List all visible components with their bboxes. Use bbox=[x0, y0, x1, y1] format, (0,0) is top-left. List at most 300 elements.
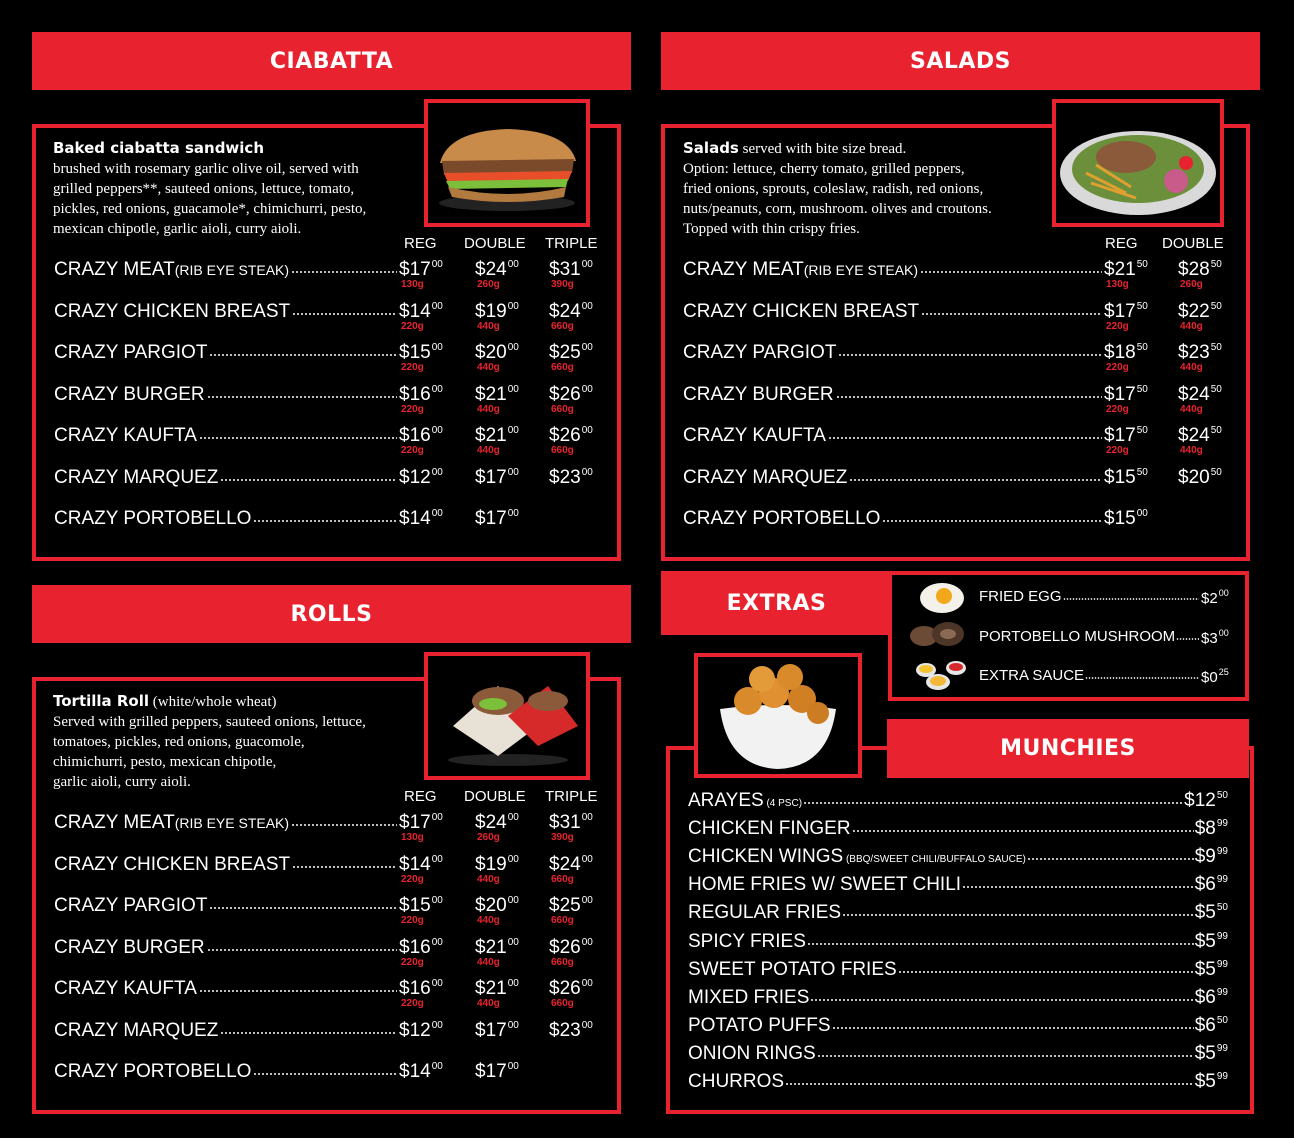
dot-leader bbox=[849, 479, 1102, 481]
ciabatta-col-reg: REG bbox=[404, 235, 437, 252]
price-cents: 25 bbox=[1218, 667, 1229, 677]
price-dollars: $16 bbox=[399, 936, 431, 958]
extras-item-row bbox=[979, 663, 1234, 693]
price-dollars: $25 bbox=[549, 342, 581, 363]
portion-weight: 660g bbox=[551, 998, 574, 1009]
ciabatta-item-name-text: CRAZY PARGIOT bbox=[54, 342, 208, 363]
price-dollars: $20 bbox=[1178, 466, 1210, 488]
price-cents: 00 bbox=[581, 425, 593, 436]
price-cents: 00 bbox=[507, 812, 519, 823]
ciabatta-price-2 bbox=[549, 259, 593, 290]
price-cents: 99 bbox=[1216, 1071, 1228, 1082]
price-dollars: $21 bbox=[475, 425, 507, 446]
price-amount bbox=[475, 1061, 519, 1082]
price-dollars: $20 bbox=[475, 895, 507, 916]
ciabatta-item-row bbox=[54, 259, 609, 293]
rolls-item-name bbox=[54, 854, 290, 876]
ciabatta-price-1 bbox=[475, 425, 519, 456]
price-dollars: $12 bbox=[399, 1019, 431, 1041]
portion-weight: 440g bbox=[1180, 362, 1203, 373]
price-dollars: $12 bbox=[1184, 790, 1216, 811]
price-amount bbox=[399, 812, 443, 833]
portion-weight: 220g bbox=[401, 362, 424, 373]
portion-weight: 220g bbox=[1106, 445, 1129, 456]
price-cents: 00 bbox=[507, 466, 519, 478]
rolls-price-0 bbox=[399, 853, 443, 885]
price-cents: 00 bbox=[431, 259, 443, 270]
price-dollars: $24 bbox=[549, 300, 581, 322]
price-amount bbox=[475, 854, 519, 875]
price-cents: 50 bbox=[1216, 1014, 1228, 1026]
rolls-item-name-text: CRAZY PARGIOT bbox=[54, 895, 208, 916]
rolls-price-1 bbox=[475, 936, 519, 968]
munchies-item-row bbox=[688, 931, 1228, 959]
price-dollars: $14 bbox=[399, 508, 431, 529]
ciabatta-col-double: DOUBLE bbox=[464, 235, 526, 252]
price-cents: 99 bbox=[1216, 930, 1228, 942]
rolls-item-name-text: CRAZY MARQUEZ bbox=[54, 1019, 219, 1041]
salads-item-name bbox=[683, 301, 919, 323]
munchies-header: MUNCHIES bbox=[887, 719, 1249, 778]
salads-item-name bbox=[683, 467, 847, 489]
ciabatta-item-row bbox=[54, 467, 609, 501]
sauce-icon bbox=[912, 656, 972, 699]
rolls-col-reg: REG bbox=[404, 788, 437, 805]
price-cents: 00 bbox=[507, 1019, 519, 1031]
ciabatta-item-name-text: CRAZY KAUFTA bbox=[54, 425, 197, 446]
ciabatta-price-0 bbox=[399, 467, 443, 489]
price-amount bbox=[549, 937, 593, 958]
price-amount bbox=[399, 425, 443, 446]
price-dollars: $15 bbox=[1104, 508, 1136, 529]
salads-price-1 bbox=[1178, 425, 1222, 456]
portion-weight: 440g bbox=[1180, 320, 1203, 332]
dot-leader bbox=[842, 914, 1194, 916]
ciabatta-item-name bbox=[54, 508, 251, 530]
salads-description: Salads served with bite size bread. Option: lettuce, cherry tomato, grilled peppers, fried onions, sprouts, coleslaw, radish, red onions, nuts/peanuts, corn, mushroom. olives and croutons. Topped with thin crispy fries. bbox=[683, 139, 992, 237]
price-dollars: $17 bbox=[475, 466, 507, 488]
price-amount bbox=[549, 812, 593, 833]
salads-item-row bbox=[683, 425, 1238, 459]
munchies-item-price bbox=[1195, 1015, 1228, 1037]
price-dollars: $21 bbox=[475, 936, 507, 958]
dot-leader bbox=[1176, 638, 1199, 640]
price-amount bbox=[549, 467, 593, 488]
ciabatta-price-1 bbox=[475, 467, 519, 489]
dot-leader bbox=[209, 907, 397, 909]
ciabatta-item-row bbox=[54, 342, 609, 376]
price-amount bbox=[1178, 425, 1222, 446]
price-cents: 00 bbox=[581, 812, 593, 823]
price-dollars: $16 bbox=[399, 978, 431, 999]
price-dollars: $16 bbox=[399, 383, 431, 405]
rolls-price-2 bbox=[549, 936, 593, 968]
portion-weight: 130g bbox=[401, 279, 424, 290]
salads-item-name bbox=[683, 384, 834, 406]
price-cents: 00 bbox=[431, 300, 443, 312]
munchies-item-name bbox=[688, 931, 806, 953]
price-amount bbox=[1104, 508, 1148, 529]
portion-weight: 660g bbox=[551, 956, 574, 968]
price-dollars: $21 bbox=[475, 383, 507, 405]
munchies-item-name bbox=[688, 874, 961, 896]
price-cents: 99 bbox=[1216, 874, 1228, 886]
ciabatta-item-name-text: CRAZY MEAT bbox=[54, 259, 175, 280]
dot-leader bbox=[292, 866, 397, 868]
dot-leader bbox=[1027, 858, 1194, 860]
portion-weight: 660g bbox=[551, 320, 574, 332]
price-cents: 50 bbox=[1216, 790, 1228, 801]
tortilla-roll-image bbox=[424, 652, 590, 780]
portion-weight: 440g bbox=[477, 362, 500, 373]
ciabatta-price-0 bbox=[399, 342, 443, 373]
munchies-item-name bbox=[688, 1043, 816, 1065]
price-dollars: $22 bbox=[1178, 300, 1210, 322]
ciabatta-price-2 bbox=[549, 467, 593, 489]
price-amount bbox=[399, 342, 443, 363]
munchies-item-name-text: CHURROS bbox=[688, 1071, 785, 1092]
salads-price-0 bbox=[1104, 467, 1148, 489]
price-amount bbox=[475, 384, 519, 405]
portion-weight: 390g bbox=[551, 279, 574, 290]
price-dollars: $24 bbox=[475, 259, 507, 280]
rolls-item-name bbox=[54, 895, 207, 917]
ciabatta-price-0 bbox=[399, 300, 443, 332]
price-dollars: $31 bbox=[549, 812, 581, 833]
price-amount bbox=[1104, 384, 1148, 405]
rolls-item-row bbox=[54, 937, 609, 971]
dot-leader bbox=[209, 354, 397, 356]
price-amount bbox=[475, 978, 519, 999]
price-cents: 00 bbox=[581, 1019, 593, 1031]
portion-weight: 220g bbox=[401, 445, 424, 456]
portion-weight: 660g bbox=[551, 445, 574, 456]
munchies-item-name bbox=[688, 846, 1026, 868]
price-dollars: $17 bbox=[475, 508, 507, 529]
price-cents: 00 bbox=[431, 812, 443, 823]
price-dollars: $0 bbox=[1201, 669, 1218, 686]
price-dollars: $14 bbox=[399, 853, 431, 875]
munchies-item-row bbox=[688, 1015, 1228, 1043]
munchies-item-name-text: SWEET POTATO FRIES bbox=[688, 958, 897, 980]
dot-leader bbox=[199, 990, 397, 992]
price-cents: 00 bbox=[431, 1019, 443, 1031]
munchies-item-name-text: CHICKEN FINGER bbox=[688, 818, 851, 840]
price-cents: 00 bbox=[581, 895, 593, 906]
price-dollars: $2 bbox=[1201, 590, 1218, 607]
dot-leader bbox=[817, 1055, 1194, 1057]
extras-item-name: PORTOBELLO MUSHROOM bbox=[979, 627, 1176, 645]
ciabatta-item-name bbox=[54, 425, 197, 447]
salads-price-0 bbox=[1104, 425, 1148, 456]
price-dollars: $26 bbox=[549, 425, 581, 446]
price-cents: 50 bbox=[1136, 383, 1148, 395]
salads-item-row bbox=[683, 342, 1238, 376]
salads-col-double: DOUBLE bbox=[1162, 235, 1224, 252]
salads-item-row bbox=[683, 384, 1238, 418]
price-cents: 00 bbox=[507, 342, 519, 353]
price-dollars: $15 bbox=[399, 895, 431, 916]
munchies-item-name-text: CHICKEN WINGS bbox=[688, 846, 844, 868]
munchies-item-price bbox=[1195, 931, 1228, 953]
price-cents: 50 bbox=[1136, 466, 1148, 478]
munchies-item-name-text: POTATO PUFFS bbox=[688, 1014, 831, 1036]
portion-weight: 130g bbox=[1106, 279, 1129, 290]
rolls-price-0 bbox=[399, 895, 443, 926]
salads-item-row bbox=[683, 508, 1238, 542]
price-amount bbox=[549, 259, 593, 280]
price-dollars: $25 bbox=[549, 895, 581, 916]
ciabatta-item-name bbox=[54, 342, 207, 364]
portion-weight: 220g bbox=[401, 998, 424, 1009]
price-cents: 00 bbox=[507, 508, 519, 519]
salads-item-name-text: CRAZY PORTOBELLO bbox=[683, 508, 881, 529]
rolls-item-name-text: CRAZY MEAT bbox=[54, 812, 175, 833]
price-amount bbox=[475, 937, 519, 958]
munchies-item-name-text: ONION RINGS bbox=[688, 1042, 816, 1064]
rolls-item-name-text: CRAZY CHICKEN BREAST bbox=[54, 853, 291, 875]
portion-weight: 220g bbox=[401, 320, 424, 332]
portion-weight: 660g bbox=[551, 403, 574, 415]
price-dollars: $18 bbox=[1104, 342, 1136, 363]
salads-item-name bbox=[683, 425, 826, 447]
salads-item-name-text: CRAZY CHICKEN BREAST bbox=[683, 300, 920, 322]
price-cents: 50 bbox=[1210, 383, 1222, 395]
rolls-price-0 bbox=[399, 812, 443, 843]
price-cents: 50 bbox=[1136, 259, 1148, 270]
portion-weight: 130g bbox=[401, 832, 424, 843]
price-cents: 00 bbox=[431, 383, 443, 395]
dot-leader bbox=[207, 949, 397, 951]
price-dollars: $26 bbox=[549, 936, 581, 958]
ciabatta-price-0 bbox=[399, 259, 443, 290]
ciabatta-item-name-text: CRAZY PORTOBELLO bbox=[54, 508, 252, 529]
salads-item-name bbox=[683, 508, 880, 530]
price-cents: 00 bbox=[581, 383, 593, 395]
dot-leader bbox=[836, 396, 1102, 398]
price-amount bbox=[475, 895, 519, 916]
munchies-item-name-text: HOME FRIES W/ SWEET CHILI bbox=[688, 874, 962, 896]
price-dollars: $17 bbox=[1104, 425, 1136, 446]
rolls-item-name bbox=[54, 937, 205, 959]
portion-weight: 440g bbox=[477, 873, 500, 885]
munchies-item-price bbox=[1195, 818, 1228, 840]
price-dollars: $15 bbox=[1104, 466, 1136, 488]
price-amount bbox=[399, 895, 443, 916]
price-cents: 00 bbox=[581, 936, 593, 948]
munchies-item-row bbox=[688, 987, 1228, 1015]
price-amount bbox=[475, 1020, 519, 1041]
extras-item-price bbox=[1201, 667, 1229, 686]
dot-leader bbox=[882, 520, 1102, 522]
portion-weight: 260g bbox=[477, 832, 500, 843]
dot-leader bbox=[199, 437, 397, 439]
price-dollars: $6 bbox=[1194, 986, 1216, 1008]
rolls-item-row bbox=[54, 1061, 609, 1095]
dot-leader bbox=[1085, 677, 1199, 679]
dot-leader bbox=[810, 999, 1193, 1001]
price-cents: 50 bbox=[1210, 300, 1222, 312]
price-dollars: $17 bbox=[475, 1019, 507, 1041]
price-cents: 00 bbox=[431, 936, 443, 948]
munchies-item-price bbox=[1184, 790, 1228, 812]
price-amount bbox=[399, 1020, 443, 1041]
price-dollars: $3 bbox=[1201, 629, 1218, 647]
portion-weight: 440g bbox=[477, 998, 500, 1009]
price-dollars: $17 bbox=[399, 259, 431, 280]
price-dollars: $5 bbox=[1194, 902, 1216, 924]
rolls-col-double: DOUBLE bbox=[464, 788, 526, 805]
extras-item-name: EXTRA SAUCE bbox=[979, 667, 1085, 684]
ciabatta-price-2 bbox=[549, 342, 593, 373]
price-cents: 50 bbox=[1136, 425, 1148, 436]
rolls-col-triple: TRIPLE bbox=[545, 788, 598, 805]
dot-leader bbox=[253, 520, 397, 522]
price-cents: 50 bbox=[1210, 425, 1222, 436]
extras-item-row bbox=[979, 584, 1234, 614]
price-amount bbox=[549, 854, 593, 875]
ciabatta-item-name-text: CRAZY MARQUEZ bbox=[54, 466, 219, 488]
dot-leader bbox=[832, 1027, 1194, 1029]
ciabatta-price-1 bbox=[475, 300, 519, 332]
rolls-item-row bbox=[54, 812, 609, 846]
price-cents: 50 bbox=[1210, 342, 1222, 353]
salads-item-row bbox=[683, 467, 1238, 501]
salads-item-name-text: CRAZY PARGIOT bbox=[683, 342, 837, 363]
dot-leader bbox=[220, 1032, 397, 1034]
price-dollars: $14 bbox=[399, 300, 431, 322]
dot-leader bbox=[292, 313, 397, 315]
price-amount bbox=[1178, 342, 1222, 363]
munchies-item-name-text: MIXED FRIES bbox=[688, 986, 810, 1008]
salads-item-name bbox=[683, 259, 918, 281]
price-cents: 00 bbox=[507, 425, 519, 436]
price-amount bbox=[1178, 301, 1222, 322]
extras-header: EXTRAS bbox=[661, 571, 892, 635]
price-cents: 00 bbox=[431, 342, 443, 353]
dot-leader bbox=[920, 271, 1102, 273]
price-dollars: $17 bbox=[475, 1061, 507, 1082]
price-cents: 00 bbox=[581, 466, 593, 478]
rolls-item-name bbox=[54, 1061, 251, 1083]
munchies-item-row bbox=[688, 959, 1228, 987]
price-amount bbox=[475, 342, 519, 363]
munchies-item-name-text: REGULAR FRIES bbox=[688, 902, 842, 924]
price-cents: 50 bbox=[1136, 300, 1148, 312]
rolls-item-row bbox=[54, 1020, 609, 1054]
salads-price-1 bbox=[1178, 300, 1222, 332]
salads-price-1 bbox=[1178, 342, 1222, 373]
extras-item-price bbox=[1201, 628, 1229, 647]
ciabatta-header: CIABATTA bbox=[32, 32, 631, 90]
munchies-item-name-text: SPICY FRIES bbox=[688, 930, 806, 952]
ciabatta-item-row bbox=[54, 425, 609, 459]
price-cents: 99 bbox=[1216, 958, 1228, 970]
salads-item-name-text: CRAZY BURGER bbox=[683, 383, 834, 405]
price-dollars: $12 bbox=[399, 466, 431, 488]
price-cents: 00 bbox=[507, 300, 519, 312]
price-dollars: $17 bbox=[399, 812, 431, 833]
ciabatta-price-2 bbox=[549, 425, 593, 456]
price-cents: 00 bbox=[581, 978, 593, 989]
portion-weight: 440g bbox=[477, 320, 500, 332]
rolls-price-1 bbox=[475, 978, 519, 1009]
price-cents: 00 bbox=[431, 466, 443, 478]
price-amount bbox=[1178, 384, 1222, 405]
ciabatta-price-1 bbox=[475, 383, 519, 415]
salads-price-0 bbox=[1104, 342, 1148, 373]
portion-weight: 440g bbox=[477, 956, 500, 968]
extras-item-row bbox=[979, 624, 1234, 654]
ciabatta-item-name-text: CRAZY BURGER bbox=[54, 383, 205, 405]
munchies-item-name-text: ARAYES bbox=[688, 790, 764, 811]
dot-leader bbox=[828, 437, 1102, 439]
price-amount bbox=[549, 301, 593, 322]
extras-item-name: FRIED EGG bbox=[979, 588, 1062, 605]
rolls-price-1 bbox=[475, 853, 519, 885]
price-amount bbox=[475, 425, 519, 446]
price-cents: 99 bbox=[1216, 846, 1228, 858]
price-cents: 00 bbox=[507, 1061, 519, 1072]
price-amount bbox=[399, 978, 443, 999]
munchies-item-name bbox=[688, 902, 841, 924]
portion-weight: 260g bbox=[1180, 279, 1203, 290]
rolls-price-2 bbox=[549, 1020, 593, 1042]
salads-item-name-text: CRAZY KAUFTA bbox=[683, 425, 826, 446]
ciabatta-price-0 bbox=[399, 425, 443, 456]
price-cents: 00 bbox=[507, 895, 519, 906]
portion-weight: 440g bbox=[477, 445, 500, 456]
ciabatta-price-0 bbox=[399, 383, 443, 415]
salads-price-0 bbox=[1104, 300, 1148, 332]
rolls-item-row bbox=[54, 895, 609, 929]
rolls-price-2 bbox=[549, 895, 593, 926]
munchies-item-name bbox=[688, 959, 897, 981]
price-cents: 00 bbox=[507, 978, 519, 989]
dot-leader bbox=[807, 943, 1194, 945]
price-dollars: $21 bbox=[1104, 259, 1136, 280]
dot-leader bbox=[253, 1073, 397, 1075]
rolls-price-1 bbox=[475, 895, 519, 926]
salads-item-name-text: CRAZY MEAT bbox=[683, 259, 804, 280]
salads-item-name-text: CRAZY MARQUEZ bbox=[683, 466, 848, 488]
rolls-item-note: (RIB EYE STEAK) bbox=[174, 815, 290, 831]
salads-item-row bbox=[683, 301, 1238, 335]
price-amount bbox=[1178, 467, 1222, 488]
munchies-item-name bbox=[688, 818, 851, 840]
price-amount bbox=[1104, 301, 1148, 322]
munchies-item-name bbox=[688, 790, 802, 812]
price-dollars: $9 bbox=[1194, 846, 1216, 868]
ciabatta-price-1 bbox=[475, 342, 519, 373]
dot-leader bbox=[291, 824, 397, 826]
portion-weight: 220g bbox=[1106, 320, 1129, 332]
price-dollars: $8 bbox=[1194, 818, 1216, 840]
munchies-item-price bbox=[1195, 959, 1228, 981]
price-amount bbox=[399, 508, 443, 529]
price-amount bbox=[549, 342, 593, 363]
rolls-item-name-text: CRAZY PORTOBELLO bbox=[54, 1061, 252, 1082]
price-cents: 00 bbox=[431, 1061, 443, 1072]
munchies-item-price bbox=[1195, 1071, 1228, 1093]
rolls-item-name bbox=[54, 1020, 218, 1042]
ciabatta-price-2 bbox=[549, 300, 593, 332]
rolls-item-name bbox=[54, 812, 289, 834]
rolls-price-2 bbox=[549, 812, 593, 843]
portion-weight: 220g bbox=[401, 915, 424, 926]
munchies-item-price bbox=[1195, 846, 1228, 868]
rolls-item-row bbox=[54, 978, 609, 1012]
